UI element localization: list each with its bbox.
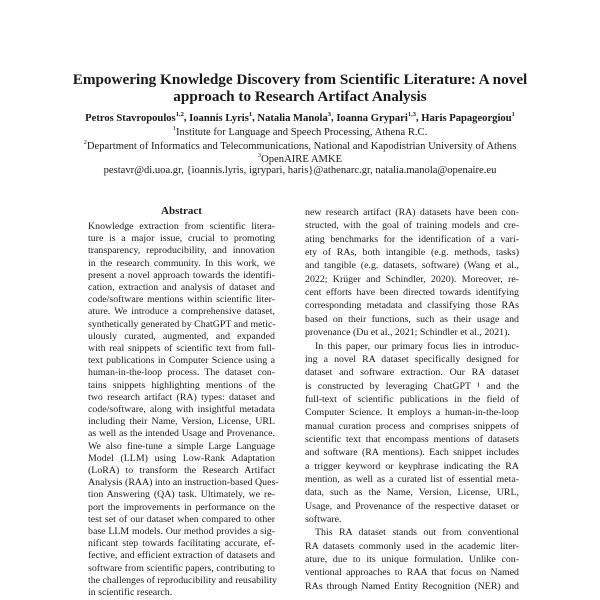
text-line: two research artifact (RA) types: dataset and [88, 391, 275, 403]
text-line: structed, with the goal of training models and cre- [305, 220, 519, 232]
text-line: text publications in Computer Science using a [88, 355, 275, 367]
text-line: This RA dataset stands out from conventional [315, 527, 519, 539]
text-line: is constructed by leveraging ChatGPT ¹ and the [305, 380, 519, 392]
text-line: test set of our dataset when compared to other [88, 513, 275, 525]
text-line: cation, extraction and analysis of dataset and [88, 282, 275, 293]
text-line: fective, and efficient extraction of datasets and [88, 550, 275, 562]
text-line: transparency, reproducibility, and innovation [88, 245, 275, 257]
text-line: code/software mentions within scientific liter- [88, 294, 275, 306]
text-line: code/software, along with insightful metadata [88, 404, 275, 415]
paper-title-line-1: Empowering Knowledge Discovery from Scientific Literature: A novel [72, 71, 528, 88]
author: Ioannis Lyris$^1$ [189, 111, 253, 124]
text-line: ulously curated, augmented, and expanded [88, 330, 275, 342]
affiliation: $^2$Department of Informatics and Telecommunications, National and Kapodistrian University of Athens [83, 139, 517, 152]
text-line: full-text of scientific publications in the field of [305, 393, 519, 405]
author-list: Petros Stavropoulos$^{1,2}$, Ioannis Lyris$^1$, Natalia Manola$^3$, Ioanna Grypari$^{1,3}$, Haris Papageorgiou$^1$ [85, 111, 515, 124]
text-line: mention, as well as a curated list of essential meta- [305, 474, 519, 485]
text-line: tion Answering (QA) task. Ultimately, we re- [88, 489, 275, 501]
text-line: ature, due to its unique formulation. Unlike con- [305, 554, 519, 566]
text-line: cent efforts have been directed towards identifying [305, 287, 519, 299]
text-line: Usage, and Provenance of the respective dataset or [305, 500, 519, 512]
text-line: We also fine-tune a simple Large Language [88, 440, 275, 452]
text-line: new research artifact (RA) datasets have been con- [305, 207, 519, 218]
text-line: tains snippets highlighting mentions of the [88, 379, 275, 391]
text-line: RAs through Named Entity Recognition (NER) and [305, 580, 519, 592]
text-line: ing a novel RA dataset specifically designed for [305, 353, 519, 365]
affiliation: $^1$Institute for Language and Speech Processing, Athena R.C. [172, 125, 428, 138]
text-line: with real snippets of scientific text from full- [88, 343, 275, 354]
text-line: dataset and software extraction. Our RA dataset [305, 367, 519, 379]
text-line: human-in-the-loop process. The dataset con- [88, 367, 275, 379]
text-line: Knowledge extraction from scientific litera- [88, 221, 275, 232]
text-line: a trigger keyword or keyphrase indicating the RA [305, 460, 519, 472]
text-line: ture is a major issue, crucial to promoting [88, 233, 275, 245]
author: Petros Stavropoulos$^{1,2}$ [85, 111, 184, 124]
author-emails: pestavr@di.uoa.gr, {ioannis.lyris, igrypari, haris}@athenarc.gr, natalia.manola@openaire.eu [103, 165, 497, 176]
text-line: the challenges of reproducibility and reusability [88, 574, 277, 586]
abstract-heading: Abstract [161, 205, 202, 217]
text-line: and software (RA mentions). Each snippet includes [305, 447, 519, 459]
text-line: including their Name, Version, License, URL [88, 416, 275, 428]
text-line: manual curation process and comprises snippets of [305, 420, 519, 432]
text-line: data, such as the Name, Version, License, URL, [305, 487, 519, 499]
text-line: scientific text that encompass mentions of datasets [305, 433, 519, 445]
text-line: 2022; Krüger and Schindler, 2020). Moreover, re- [305, 273, 519, 285]
text-line: Computer Science. It employs a human-in-the-loop [305, 407, 519, 419]
text-line: based on their functions, such as their usage and [305, 313, 519, 325]
text-line: (LoRA) to transform the Research Artifact [88, 465, 275, 476]
text-line: In this paper, our primary focus lies in introduc- [315, 340, 519, 352]
text-line: software. [305, 514, 342, 526]
text-line: ventional approaches to RAA that focus on Named [305, 567, 519, 579]
paper-title-line-2: approach to Research Artifact Analysis [173, 88, 427, 105]
text-line: port the improvements in performance on the [88, 501, 275, 513]
text-line: nificant step towards facilitating accurate, ef- [88, 538, 275, 550]
author: Haris Papageorgiou$^1$ [421, 111, 515, 124]
text-line: provenance (Du et al., 2021; Schindler et al., 2021). [305, 327, 510, 339]
text-line: Analysis (RAA) into an instruction-based Ques- [88, 477, 279, 489]
author: Ioanna Grypari$^{1,3}$ [336, 111, 416, 124]
text-line: software from scientific papers, contributing to [88, 562, 275, 574]
text-line: base LLM models. Our method provides a sig- [88, 526, 275, 537]
text-line: ature. We introduce a comprehensive dataset, [88, 306, 275, 318]
text-line: in the research community. In this work, we [88, 257, 275, 269]
text-line: corresponding metadata and classifying those RAs [305, 300, 519, 312]
text-line: and tangible (e.g. datasets, software) (Wang et al., [305, 260, 519, 272]
text-line: in scientific research. [88, 587, 173, 598]
text-line: ety of RAs, both intangible (e.g. methods, tasks) [305, 247, 519, 259]
text-line: synthetically generated by ChatGPT and metic- [88, 318, 276, 330]
text-line: present a novel approach towards the identifi- [88, 269, 275, 281]
text-line: Model (LLM) using Low-Rank Adaptation [88, 452, 275, 464]
author: Natalia Manola$^3$ [257, 111, 332, 124]
text-line: RA datasets commonly used in the academic liter- [305, 540, 519, 552]
text-line: ating benchmarks for the identification of a vari- [305, 233, 519, 245]
text-line: as well as the intended Usage and Provenance. [88, 428, 275, 440]
affiliation: $^3$OpenAIRE AMKE [257, 152, 343, 165]
